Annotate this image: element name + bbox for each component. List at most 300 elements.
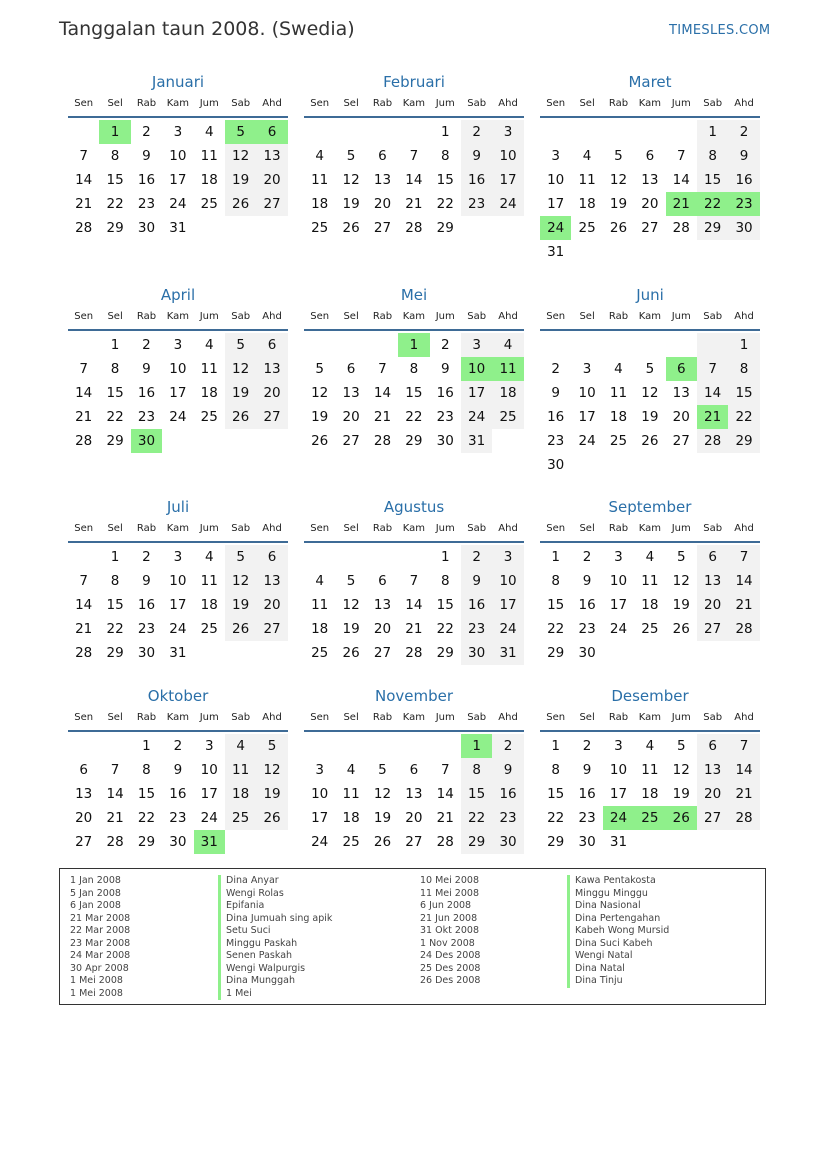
- day-cell: 10: [609, 762, 628, 778]
- day-cell: 20: [256, 168, 287, 192]
- weekday-label: Ahd: [734, 98, 754, 109]
- weekday-label: Sen: [74, 98, 94, 109]
- day-cell: 25: [225, 806, 256, 830]
- day-cell: 5: [225, 545, 256, 569]
- day-cell: 21: [728, 593, 759, 617]
- weekday-label: Sab: [467, 98, 487, 109]
- legend-holiday-name: Dina Natal: [567, 963, 669, 976]
- weekday-label: Ahd: [734, 523, 754, 534]
- day-cell: 5: [676, 738, 686, 754]
- day-cell: 18: [342, 810, 360, 826]
- month-name: Agustus: [383, 498, 445, 516]
- day-cell: 3: [492, 545, 523, 569]
- day-cell: 10: [169, 573, 187, 589]
- day-cell: 18: [200, 172, 218, 188]
- day-cell: 4: [614, 361, 623, 377]
- day-cell: 10: [578, 385, 596, 401]
- day-cell: 13: [256, 569, 287, 593]
- day-cell: 23: [578, 621, 596, 637]
- day-cell: 30: [492, 830, 523, 854]
- day-cell: 22: [461, 806, 492, 830]
- day-grid: [68, 120, 288, 240]
- empty-cell: [304, 545, 335, 569]
- day-cell: 28: [405, 645, 423, 661]
- weekday-label: Kam: [166, 523, 189, 534]
- day-cell: 20: [373, 621, 392, 637]
- day-cell: 16: [137, 597, 156, 613]
- day-cell: 1: [440, 549, 450, 565]
- weekday-label: Sel: [107, 311, 123, 322]
- legend-holiday-name: Wengi Rolas: [218, 888, 332, 901]
- weekday-label: Sab: [467, 712, 487, 723]
- day-cell: 8: [440, 573, 450, 589]
- day-cell: 16: [137, 172, 156, 188]
- day-cell: 28: [436, 834, 454, 850]
- day-cell: 6: [409, 762, 419, 778]
- day-cell: 19: [609, 196, 628, 212]
- day-cell: 20: [641, 196, 659, 212]
- weekday-label: Sab: [703, 712, 723, 723]
- day-cell: 17: [492, 593, 523, 617]
- day-cell: 11: [641, 573, 659, 589]
- day-cell: 25: [311, 220, 329, 236]
- day-cell: 6: [697, 734, 728, 758]
- day-cell: 17: [609, 786, 628, 802]
- day-cell: 21: [106, 810, 124, 826]
- day-cell: 9: [461, 144, 492, 168]
- day-cell: 7: [697, 357, 728, 381]
- day-cell: 30: [547, 457, 565, 473]
- day-cell: 18: [311, 621, 329, 637]
- day-cell: 31: [169, 220, 187, 236]
- legend-holiday-name: Wengi Natal: [567, 950, 669, 963]
- day-cell: 21: [373, 409, 392, 425]
- weekday-label: Jum: [199, 523, 219, 534]
- legend-date: 22 Mar 2008: [70, 925, 131, 936]
- day-cell: 26: [342, 220, 360, 236]
- day-cell: 13: [373, 597, 392, 613]
- empty-cell: [634, 333, 665, 357]
- day-cell: 28: [728, 617, 759, 641]
- legend-holiday-name: Setu Suci: [218, 925, 332, 938]
- holiday-day-cell: 5: [225, 120, 256, 144]
- day-cell: 29: [436, 220, 454, 236]
- legend-holiday-name: Dina Suci Kabeh: [567, 938, 669, 951]
- day-cell: 23: [137, 196, 156, 212]
- legend-date: 6 Jan 2008: [70, 900, 121, 911]
- day-cell: 3: [614, 738, 623, 754]
- weekday-label: Sel: [107, 523, 123, 534]
- day-cell: 17: [169, 385, 187, 401]
- day-cell: 26: [256, 806, 287, 830]
- weekday-label: Kam: [402, 311, 425, 322]
- day-cell: 8: [409, 361, 419, 377]
- weekday-header: [304, 521, 524, 543]
- day-cell: 27: [641, 220, 659, 236]
- weekday-label: Ahd: [262, 523, 282, 534]
- day-cell: 27: [342, 433, 360, 449]
- holiday-day-cell: 23: [728, 192, 759, 216]
- month-name: Oktober: [147, 687, 209, 705]
- holiday-day-cell: 6: [666, 357, 697, 381]
- legend-date: 11 Mei 2008: [420, 887, 479, 899]
- weekday-label: Sel: [343, 523, 359, 534]
- weekday-label: Rab: [136, 311, 157, 322]
- legend-holiday-name: Dina Anyar: [218, 875, 332, 888]
- day-cell: 18: [641, 597, 659, 613]
- legend-date: 10 Mei 2008: [420, 875, 479, 886]
- month-oktober: [68, 686, 288, 854]
- month-name: Februari: [383, 73, 445, 91]
- weekday-label: Sab: [703, 523, 723, 534]
- weekday-label: Kam: [402, 98, 425, 109]
- day-cell: 25: [492, 405, 523, 429]
- weekday-label: Sen: [546, 98, 566, 109]
- day-cell: 5: [645, 361, 655, 377]
- day-cell: 13: [672, 385, 690, 401]
- month-maret: [540, 72, 760, 264]
- day-cell: 4: [225, 734, 256, 758]
- weekday-label: Kam: [166, 98, 189, 109]
- day-cell: 7: [728, 545, 759, 569]
- holiday-day-cell: 1: [461, 734, 492, 758]
- weekday-label: Sab: [467, 311, 487, 322]
- day-cell: 3: [204, 738, 214, 754]
- month-agustus: [304, 497, 524, 665]
- day-cell: 24: [609, 621, 628, 637]
- day-cell: 17: [492, 168, 523, 192]
- legend-holiday-name: 1 Mei: [218, 988, 332, 1001]
- month-februari: [304, 72, 524, 240]
- day-cell: 23: [461, 617, 492, 641]
- day-cell: 11: [200, 361, 218, 377]
- day-cell: 9: [551, 385, 560, 401]
- day-cell: 30: [578, 834, 596, 850]
- day-cell: 20: [405, 810, 423, 826]
- day-cell: 9: [492, 758, 523, 782]
- day-cell: 10: [547, 172, 565, 188]
- legend-date: 1 Jan 2008: [70, 875, 121, 886]
- legend-dates-right: [420, 875, 480, 988]
- day-grid: [540, 734, 760, 854]
- weekday-label: Sel: [343, 311, 359, 322]
- day-cell: 9: [582, 762, 592, 778]
- empty-cell: [68, 120, 99, 144]
- legend-holiday-name: Dina Tinju: [567, 975, 669, 988]
- day-cell: 29: [106, 220, 124, 236]
- day-cell: 26: [225, 192, 256, 216]
- legend-holiday-name: Minggu Minggu: [567, 888, 669, 901]
- weekday-label: Ahd: [498, 712, 518, 723]
- day-cell: 3: [173, 337, 183, 353]
- legend-date: 31 Okt 2008: [420, 925, 480, 936]
- day-cell: 4: [204, 549, 214, 565]
- day-cell: 4: [645, 549, 655, 565]
- day-cell: 7: [676, 148, 686, 164]
- day-cell: 4: [204, 124, 214, 140]
- empty-cell: [666, 120, 697, 144]
- day-cell: 28: [75, 645, 93, 661]
- day-cell: 25: [200, 196, 218, 212]
- day-cell: 18: [578, 196, 596, 212]
- day-cell: 19: [342, 196, 360, 212]
- holiday-day-cell: 21: [697, 405, 728, 429]
- day-cell: 1: [110, 337, 120, 353]
- day-cell: 30: [436, 433, 454, 449]
- weekday-label: Sel: [107, 98, 123, 109]
- day-cell: 2: [461, 120, 492, 144]
- day-cell: 12: [225, 144, 256, 168]
- day-cell: 20: [256, 593, 287, 617]
- day-grid: [540, 333, 760, 477]
- day-cell: 21: [405, 196, 423, 212]
- weekday-label: Sel: [343, 712, 359, 723]
- empty-cell: [335, 120, 366, 144]
- day-cell: 20: [342, 409, 360, 425]
- day-cell: 14: [728, 569, 759, 593]
- day-cell: 12: [342, 597, 360, 613]
- holiday-day-cell: 24: [603, 806, 634, 830]
- day-cell: 2: [492, 734, 523, 758]
- day-cell: 1: [728, 333, 759, 357]
- weekday-label: Ahd: [734, 712, 754, 723]
- month-name: Juli: [166, 498, 190, 516]
- weekday-label: Sab: [703, 98, 723, 109]
- month-name: April: [160, 286, 196, 304]
- day-cell: 18: [641, 786, 659, 802]
- empty-cell: [367, 120, 398, 144]
- day-cell: 15: [106, 385, 124, 401]
- legend-holiday-name: Dina Nasional: [567, 900, 669, 913]
- day-cell: 28: [697, 429, 728, 453]
- holiday-day-cell: 25: [634, 806, 665, 830]
- month-juni: [540, 285, 760, 477]
- day-cell: 29: [728, 429, 759, 453]
- empty-cell: [68, 734, 99, 758]
- day-cell: 26: [373, 834, 392, 850]
- day-cell: 5: [315, 361, 324, 377]
- day-cell: 12: [225, 357, 256, 381]
- day-cell: 19: [311, 409, 329, 425]
- day-cell: 19: [256, 782, 287, 806]
- day-cell: 7: [440, 762, 450, 778]
- day-cell: 12: [373, 786, 392, 802]
- day-cell: 12: [225, 569, 256, 593]
- empty-cell: [666, 333, 697, 357]
- weekday-label: Jum: [199, 98, 219, 109]
- day-cell: 16: [461, 168, 492, 192]
- day-cell: 5: [378, 762, 387, 778]
- day-cell: 24: [169, 409, 187, 425]
- day-cell: 6: [378, 573, 387, 589]
- weekday-label: Jum: [671, 523, 691, 534]
- day-cell: 14: [697, 381, 728, 405]
- day-cell: 9: [142, 361, 151, 377]
- day-cell: 25: [342, 834, 360, 850]
- day-cell: 2: [728, 120, 759, 144]
- weekday-header: [304, 710, 524, 732]
- day-cell: 3: [461, 333, 492, 357]
- day-cell: 11: [200, 573, 218, 589]
- day-cell: 27: [256, 617, 287, 641]
- weekday-label: Kam: [402, 523, 425, 534]
- day-cell: 29: [461, 830, 492, 854]
- empty-cell: [398, 120, 429, 144]
- day-cell: 19: [373, 810, 392, 826]
- weekday-label: Sab: [467, 523, 487, 534]
- empty-cell: [99, 734, 130, 758]
- weekday-label: Kam: [638, 712, 661, 723]
- day-cell: 22: [436, 621, 454, 637]
- legend-holiday-name: Epifania: [218, 900, 332, 913]
- day-cell: 30: [728, 216, 759, 240]
- holiday-day-cell: 26: [666, 806, 697, 830]
- day-cell: 8: [440, 148, 450, 164]
- weekday-label: Ahd: [262, 712, 282, 723]
- day-cell: 2: [142, 337, 151, 353]
- day-cell: 22: [405, 409, 423, 425]
- weekday-label: Sel: [579, 523, 595, 534]
- holiday-day-cell: 21: [666, 192, 697, 216]
- day-cell: 1: [551, 549, 560, 565]
- day-cell: 16: [137, 385, 156, 401]
- day-grid: [540, 120, 760, 264]
- weekday-label: Rab: [372, 98, 393, 109]
- day-cell: 12: [672, 573, 690, 589]
- weekday-label: Sen: [310, 98, 330, 109]
- day-cell: 23: [492, 806, 523, 830]
- month-juli: [68, 497, 288, 665]
- day-cell: 29: [697, 216, 728, 240]
- day-cell: 5: [346, 148, 356, 164]
- day-cell: 30: [137, 645, 156, 661]
- day-cell: 13: [405, 786, 423, 802]
- day-cell: 22: [436, 196, 454, 212]
- weekday-label: Rab: [136, 98, 157, 109]
- day-cell: 6: [346, 361, 356, 377]
- day-cell: 18: [492, 381, 523, 405]
- empty-cell: [367, 734, 398, 758]
- empty-cell: [68, 333, 99, 357]
- day-cell: 20: [697, 782, 728, 806]
- weekday-label: Sen: [74, 311, 94, 322]
- day-cell: 17: [461, 381, 492, 405]
- holiday-day-cell: 1: [398, 333, 429, 357]
- day-cell: 10: [311, 786, 329, 802]
- day-cell: 25: [641, 621, 659, 637]
- weekday-label: Jum: [199, 311, 219, 322]
- day-cell: 11: [342, 786, 360, 802]
- day-cell: 23: [169, 810, 187, 826]
- month-name: Desember: [611, 687, 689, 705]
- day-cell: 19: [342, 621, 360, 637]
- day-cell: 19: [225, 381, 256, 405]
- empty-cell: [68, 545, 99, 569]
- day-cell: 15: [728, 381, 759, 405]
- weekday-label: Rab: [608, 712, 629, 723]
- day-cell: 30: [169, 834, 187, 850]
- empty-cell: [634, 120, 665, 144]
- day-cell: 13: [697, 569, 728, 593]
- day-cell: 8: [110, 361, 120, 377]
- legend-date: 1 Mei 2008: [70, 975, 123, 986]
- legend-date: 21 Mar 2008: [70, 912, 131, 924]
- day-cell: 23: [137, 621, 156, 637]
- day-cell: 26: [672, 621, 690, 637]
- day-cell: 9: [173, 762, 183, 778]
- day-cell: 9: [582, 573, 592, 589]
- day-cell: 24: [578, 433, 596, 449]
- legend-date: 6 Jun 2008: [420, 900, 472, 911]
- weekday-label: Sen: [310, 712, 330, 723]
- weekday-header: [68, 309, 288, 331]
- day-cell: 1: [110, 549, 120, 565]
- day-cell: 12: [311, 385, 329, 401]
- day-cell: 1: [697, 120, 728, 144]
- day-cell: 2: [142, 549, 151, 565]
- legend-holiday-name: Dina Munggah: [218, 975, 332, 988]
- day-cell: 22: [728, 405, 759, 429]
- day-cell: 15: [137, 786, 156, 802]
- weekday-header: [540, 521, 760, 543]
- day-cell: 26: [311, 433, 329, 449]
- day-cell: 7: [409, 148, 419, 164]
- weekday-label: Jum: [435, 311, 455, 322]
- day-cell: 1: [551, 738, 560, 754]
- day-cell: 11: [641, 762, 659, 778]
- empty-cell: [335, 333, 366, 357]
- weekday-label: Kam: [638, 311, 661, 322]
- legend-date: 26 Des 2008: [420, 975, 481, 986]
- holiday-day-cell: 1: [99, 120, 130, 144]
- day-cell: 17: [311, 810, 329, 826]
- day-cell: 13: [641, 172, 659, 188]
- weekday-label: Sen: [310, 523, 330, 534]
- day-cell: 8: [461, 758, 492, 782]
- day-cell: 23: [137, 409, 156, 425]
- day-cell: 12: [672, 762, 690, 778]
- day-cell: 15: [436, 597, 454, 613]
- empty-cell: [540, 333, 571, 357]
- day-cell: 15: [405, 385, 423, 401]
- day-cell: 10: [169, 148, 187, 164]
- day-cell: 10: [609, 573, 628, 589]
- day-cell: 4: [645, 738, 655, 754]
- day-cell: 9: [728, 144, 759, 168]
- day-cell: 14: [75, 597, 93, 613]
- day-cell: 8: [142, 762, 151, 778]
- day-cell: 7: [110, 762, 120, 778]
- day-cell: 6: [256, 333, 287, 357]
- empty-cell: [540, 120, 571, 144]
- weekday-header: [304, 309, 524, 331]
- weekday-label: Ahd: [262, 98, 282, 109]
- weekday-header: [540, 710, 760, 732]
- day-cell: 1: [142, 738, 151, 754]
- legend-holiday-name: Minggu Paskah: [218, 938, 332, 951]
- holiday-legend: [59, 868, 766, 1005]
- site-link[interactable]: TIMESLES.COM: [669, 23, 771, 38]
- weekday-header: [304, 96, 524, 118]
- day-cell: 20: [256, 381, 287, 405]
- day-cell: 12: [609, 172, 628, 188]
- weekday-label: Jum: [435, 712, 455, 723]
- day-cell: 22: [547, 621, 565, 637]
- weekday-label: Sen: [546, 311, 566, 322]
- day-cell: 27: [697, 617, 728, 641]
- weekday-label: Sel: [579, 98, 595, 109]
- day-cell: 29: [106, 433, 124, 449]
